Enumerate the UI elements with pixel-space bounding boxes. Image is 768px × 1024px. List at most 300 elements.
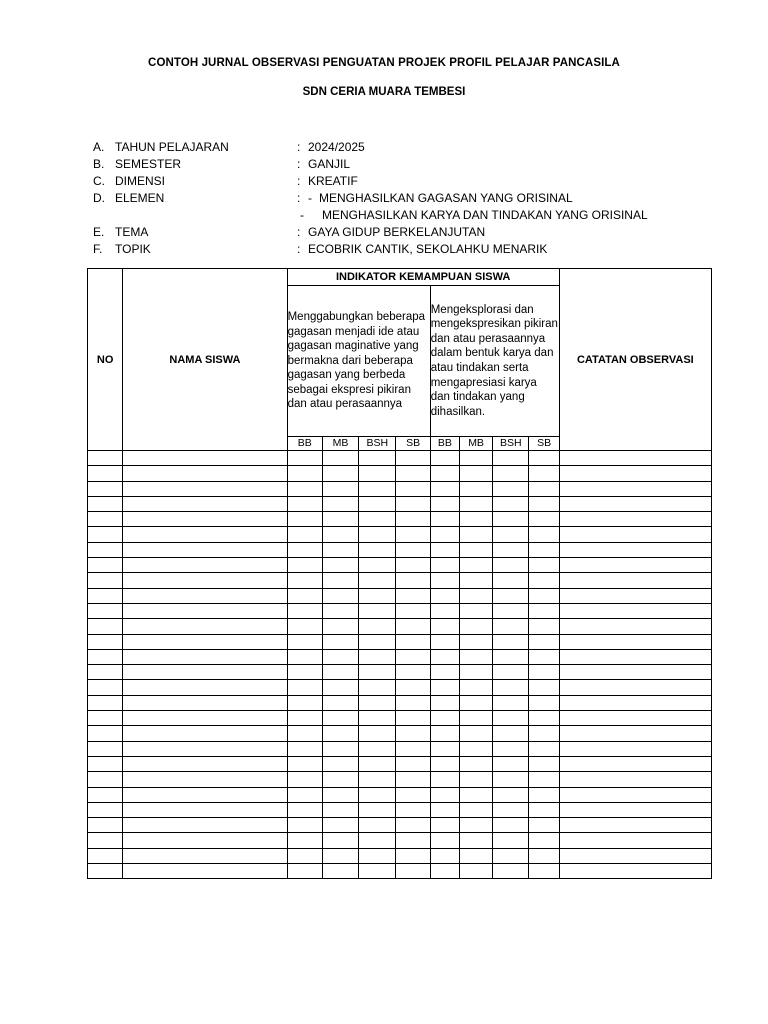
cell-mb-2 bbox=[459, 772, 492, 787]
cell-bsh-1 bbox=[359, 833, 396, 848]
cell-notes bbox=[559, 451, 711, 466]
cell-notes bbox=[559, 558, 711, 573]
info-colon: : bbox=[297, 225, 301, 239]
cell-mb-2 bbox=[459, 848, 492, 863]
cell-mb-2 bbox=[459, 665, 492, 680]
cell-mb-1 bbox=[322, 558, 358, 573]
cell-mb-1 bbox=[322, 711, 358, 726]
info-colon: : bbox=[297, 174, 301, 188]
cell-bsh-1 bbox=[359, 711, 396, 726]
cell-mb-1 bbox=[322, 802, 358, 817]
header-student-name: NAMA SISWA bbox=[123, 269, 287, 451]
table-row bbox=[88, 466, 712, 481]
cell-no bbox=[88, 558, 123, 573]
cell-mb-1 bbox=[322, 741, 358, 756]
cell-no bbox=[88, 573, 123, 588]
cell-notes bbox=[559, 603, 711, 618]
table-row bbox=[88, 634, 712, 649]
cell-student-name bbox=[123, 466, 287, 481]
cell-student-name bbox=[123, 864, 287, 879]
cell-bsh-2 bbox=[493, 588, 529, 603]
info-row-elemen-2 bbox=[93, 207, 733, 224]
cell-bb-1 bbox=[287, 542, 322, 557]
cell-student-name bbox=[123, 619, 287, 634]
cell-sb-1 bbox=[396, 466, 430, 481]
cell-bb-2 bbox=[430, 726, 459, 741]
table-row bbox=[88, 741, 712, 756]
cell-mb-2 bbox=[459, 573, 492, 588]
cell-student-name bbox=[123, 542, 287, 557]
cell-student-name bbox=[123, 496, 287, 511]
info-value: MENGHASILKAN GAGASAN YANG ORISINAL bbox=[319, 191, 573, 205]
cell-notes bbox=[559, 680, 711, 695]
info-dash: - bbox=[300, 208, 304, 222]
cell-bsh-2 bbox=[493, 634, 529, 649]
cell-bb-1 bbox=[287, 451, 322, 466]
cell-bsh-2 bbox=[493, 619, 529, 634]
cell-mb-1 bbox=[322, 649, 358, 664]
cell-bsh-1 bbox=[359, 527, 396, 542]
cell-bb-1 bbox=[287, 481, 322, 496]
table-row bbox=[88, 527, 712, 542]
cell-bsh-1 bbox=[359, 634, 396, 649]
cell-mb-1 bbox=[322, 588, 358, 603]
cell-no bbox=[88, 481, 123, 496]
cell-bb-2 bbox=[430, 833, 459, 848]
cell-mb-2 bbox=[459, 680, 492, 695]
cell-bsh-2 bbox=[493, 802, 529, 817]
cell-notes bbox=[559, 711, 711, 726]
cell-sb-1 bbox=[396, 833, 430, 848]
cell-bb-1 bbox=[287, 864, 322, 879]
cell-bsh-2 bbox=[493, 527, 529, 542]
cell-bsh-1 bbox=[359, 603, 396, 618]
cell-sb-1 bbox=[396, 741, 430, 756]
cell-notes bbox=[559, 726, 711, 741]
info-colon: : bbox=[297, 191, 301, 205]
cell-sb-1 bbox=[396, 726, 430, 741]
cell-notes bbox=[559, 496, 711, 511]
cell-no bbox=[88, 527, 123, 542]
cell-sb-2 bbox=[529, 603, 559, 618]
cell-sb-1 bbox=[396, 695, 430, 710]
cell-bb-1 bbox=[287, 787, 322, 802]
info-value: KREATIF bbox=[308, 174, 358, 188]
cell-notes bbox=[559, 665, 711, 680]
info-letter: B. bbox=[93, 157, 105, 171]
cell-sb-1 bbox=[396, 527, 430, 542]
cell-bb-1 bbox=[287, 573, 322, 588]
cell-no bbox=[88, 649, 123, 664]
cell-bb-1 bbox=[287, 588, 322, 603]
cell-bsh-2 bbox=[493, 741, 529, 756]
observation-table bbox=[87, 268, 712, 879]
cell-no bbox=[88, 711, 123, 726]
cell-bsh-2 bbox=[493, 603, 529, 618]
table-row bbox=[88, 833, 712, 848]
cell-mb-2 bbox=[459, 542, 492, 557]
cell-student-name bbox=[123, 711, 287, 726]
cell-sb-2 bbox=[529, 695, 559, 710]
cell-sb-1 bbox=[396, 496, 430, 511]
cell-mb-2 bbox=[459, 802, 492, 817]
cell-bb-1 bbox=[287, 466, 322, 481]
cell-bsh-2 bbox=[493, 711, 529, 726]
cell-mb-1 bbox=[322, 772, 358, 787]
cell-bb-1 bbox=[287, 756, 322, 771]
cell-notes bbox=[559, 772, 711, 787]
info-letter: F. bbox=[93, 242, 103, 256]
info-value: MENGHASILKAN KARYA DAN TINDAKAN YANG ORISINAL bbox=[322, 208, 648, 222]
table-row bbox=[88, 756, 712, 771]
cell-sb-2 bbox=[529, 772, 559, 787]
cell-bsh-2 bbox=[493, 573, 529, 588]
cell-bb-2 bbox=[430, 741, 459, 756]
cell-no bbox=[88, 833, 123, 848]
cell-notes bbox=[559, 573, 711, 588]
info-value: ECOBRIK CANTIK, SEKOLAHKU MENARIK bbox=[308, 242, 548, 256]
info-label: TAHUN PELAJARAN bbox=[115, 140, 229, 154]
cell-mb-2 bbox=[459, 787, 492, 802]
cell-sb-2 bbox=[529, 680, 559, 695]
cell-sb-1 bbox=[396, 848, 430, 863]
cell-sb-2 bbox=[529, 527, 559, 542]
cell-sb-1 bbox=[396, 756, 430, 771]
cell-notes bbox=[559, 756, 711, 771]
info-row-dimensi bbox=[93, 173, 733, 190]
cell-bsh-2 bbox=[493, 665, 529, 680]
cell-bb-1 bbox=[287, 833, 322, 848]
table-row bbox=[88, 772, 712, 787]
cell-bsh-2 bbox=[493, 481, 529, 496]
cell-student-name bbox=[123, 787, 287, 802]
cell-sb-1 bbox=[396, 802, 430, 817]
cell-bsh-1 bbox=[359, 481, 396, 496]
indicator-description-2: Mengeksplorasi dan mengekspresikan pikiran dan atau perasaannya dalam bentuk karya dan atau tindakan serta mengapresiasi karya dan tindakan yang dihasilkan. bbox=[430, 286, 559, 437]
cell-student-name bbox=[123, 726, 287, 741]
cell-mb-2 bbox=[459, 588, 492, 603]
cell-mb-2 bbox=[459, 818, 492, 833]
cell-bsh-2 bbox=[493, 649, 529, 664]
cell-notes bbox=[559, 649, 711, 664]
cell-bb-2 bbox=[430, 756, 459, 771]
cell-bb-2 bbox=[430, 603, 459, 618]
cell-no bbox=[88, 726, 123, 741]
cell-bb-2 bbox=[430, 451, 459, 466]
cell-sb-1 bbox=[396, 542, 430, 557]
cell-sb-2 bbox=[529, 802, 559, 817]
cell-student-name bbox=[123, 665, 287, 680]
cell-no bbox=[88, 818, 123, 833]
cell-mb-1 bbox=[322, 848, 358, 863]
scale-bb-2: BB bbox=[430, 437, 459, 451]
info-row-elemen bbox=[93, 190, 733, 207]
info-letter: E. bbox=[93, 225, 105, 239]
cell-bb-2 bbox=[430, 848, 459, 863]
cell-sb-1 bbox=[396, 619, 430, 634]
cell-bb-2 bbox=[430, 772, 459, 787]
cell-mb-1 bbox=[322, 603, 358, 618]
header-observation-notes: CATATAN OBSERVASI bbox=[559, 269, 711, 451]
cell-bb-1 bbox=[287, 619, 322, 634]
cell-sb-1 bbox=[396, 711, 430, 726]
cell-bb-2 bbox=[430, 466, 459, 481]
cell-notes bbox=[559, 527, 711, 542]
cell-bsh-2 bbox=[493, 558, 529, 573]
cell-student-name bbox=[123, 818, 287, 833]
cell-bb-2 bbox=[430, 864, 459, 879]
cell-notes bbox=[559, 588, 711, 603]
cell-bsh-1 bbox=[359, 558, 396, 573]
info-letter: A. bbox=[93, 140, 105, 154]
cell-no bbox=[88, 588, 123, 603]
cell-mb-2 bbox=[459, 711, 492, 726]
table-row bbox=[88, 542, 712, 557]
cell-bsh-2 bbox=[493, 542, 529, 557]
cell-bsh-2 bbox=[493, 451, 529, 466]
cell-bsh-2 bbox=[493, 496, 529, 511]
cell-bb-1 bbox=[287, 680, 322, 695]
cell-sb-2 bbox=[529, 741, 559, 756]
cell-bsh-1 bbox=[359, 588, 396, 603]
cell-bb-1 bbox=[287, 558, 322, 573]
cell-sb-2 bbox=[529, 665, 559, 680]
info-row-topik bbox=[93, 241, 733, 258]
table-row bbox=[88, 802, 712, 817]
cell-bb-1 bbox=[287, 711, 322, 726]
cell-mb-1 bbox=[322, 496, 358, 511]
info-colon: : bbox=[297, 157, 301, 171]
cell-bsh-2 bbox=[493, 756, 529, 771]
table-row bbox=[88, 665, 712, 680]
cell-bb-2 bbox=[430, 573, 459, 588]
cell-bsh-1 bbox=[359, 680, 396, 695]
cell-mb-1 bbox=[322, 466, 358, 481]
cell-bb-2 bbox=[430, 558, 459, 573]
info-label: TOPIK bbox=[115, 242, 151, 256]
scale-mb-1: MB bbox=[322, 437, 358, 451]
info-value: 2024/2025 bbox=[308, 140, 365, 154]
cell-student-name bbox=[123, 772, 287, 787]
cell-sb-1 bbox=[396, 481, 430, 496]
cell-no bbox=[88, 741, 123, 756]
cell-sb-1 bbox=[396, 864, 430, 879]
cell-mb-1 bbox=[322, 481, 358, 496]
table-row bbox=[88, 818, 712, 833]
cell-mb-1 bbox=[322, 451, 358, 466]
info-row-tema bbox=[93, 224, 733, 241]
cell-mb-2 bbox=[459, 756, 492, 771]
cell-bb-2 bbox=[430, 787, 459, 802]
cell-sb-1 bbox=[396, 451, 430, 466]
table-row bbox=[88, 558, 712, 573]
scale-mb-2: MB bbox=[459, 437, 492, 451]
cell-bb-2 bbox=[430, 588, 459, 603]
cell-sb-1 bbox=[396, 649, 430, 664]
cell-student-name bbox=[123, 527, 287, 542]
cell-bb-1 bbox=[287, 649, 322, 664]
info-letter: D. bbox=[93, 191, 105, 205]
cell-bb-1 bbox=[287, 726, 322, 741]
cell-bb-1 bbox=[287, 665, 322, 680]
cell-bb-1 bbox=[287, 527, 322, 542]
cell-sb-2 bbox=[529, 634, 559, 649]
cell-student-name bbox=[123, 680, 287, 695]
table-row bbox=[88, 787, 712, 802]
cell-bsh-1 bbox=[359, 818, 396, 833]
cell-no bbox=[88, 466, 123, 481]
page-title: CONTOH JURNAL OBSERVASI PENGUATAN PROJEK PROFIL PELAJAR PANCASILA bbox=[148, 57, 620, 69]
cell-student-name bbox=[123, 603, 287, 618]
cell-bsh-2 bbox=[493, 512, 529, 527]
cell-bsh-1 bbox=[359, 695, 396, 710]
cell-bb-2 bbox=[430, 496, 459, 511]
cell-bsh-1 bbox=[359, 756, 396, 771]
scale-sb-2: SB bbox=[529, 437, 559, 451]
cell-notes bbox=[559, 695, 711, 710]
cell-bsh-1 bbox=[359, 665, 396, 680]
cell-bb-1 bbox=[287, 496, 322, 511]
cell-bsh-1 bbox=[359, 772, 396, 787]
cell-no bbox=[88, 695, 123, 710]
cell-sb-2 bbox=[529, 619, 559, 634]
cell-sb-2 bbox=[529, 756, 559, 771]
table-row bbox=[88, 496, 712, 511]
cell-student-name bbox=[123, 649, 287, 664]
cell-bb-1 bbox=[287, 818, 322, 833]
cell-mb-2 bbox=[459, 481, 492, 496]
info-letter: C. bbox=[93, 174, 105, 188]
cell-bb-1 bbox=[287, 848, 322, 863]
table-row bbox=[88, 726, 712, 741]
cell-bsh-2 bbox=[493, 680, 529, 695]
cell-mb-2 bbox=[459, 695, 492, 710]
cell-sb-2 bbox=[529, 649, 559, 664]
cell-bsh-1 bbox=[359, 512, 396, 527]
cell-no bbox=[88, 542, 123, 557]
cell-no bbox=[88, 680, 123, 695]
cell-mb-1 bbox=[322, 634, 358, 649]
cell-bsh-2 bbox=[493, 772, 529, 787]
table-row bbox=[88, 680, 712, 695]
header-indicator: INDIKATOR KEMAMPUAN SISWA bbox=[287, 269, 559, 286]
cell-bsh-1 bbox=[359, 848, 396, 863]
info-label: ELEMEN bbox=[115, 191, 165, 205]
cell-bsh-1 bbox=[359, 542, 396, 557]
cell-sb-1 bbox=[396, 772, 430, 787]
info-label: SEMESTER bbox=[115, 157, 182, 171]
cell-no bbox=[88, 787, 123, 802]
indicator-description-1: Menggabungkan beberapa gagasan menjadi ide atau gagasan maginative yang bermakna dari beberapa gagasan yang berbeda sebagai ekspresi pikiran dan atau perasaannya bbox=[287, 286, 430, 437]
cell-student-name bbox=[123, 741, 287, 756]
cell-mb-1 bbox=[322, 680, 358, 695]
cell-sb-1 bbox=[396, 787, 430, 802]
cell-sb-2 bbox=[529, 588, 559, 603]
cell-mb-1 bbox=[322, 726, 358, 741]
cell-bb-2 bbox=[430, 711, 459, 726]
cell-sb-2 bbox=[529, 542, 559, 557]
table-row bbox=[88, 451, 712, 466]
cell-sb-2 bbox=[529, 848, 559, 863]
cell-notes bbox=[559, 619, 711, 634]
cell-bb-2 bbox=[430, 619, 459, 634]
cell-no bbox=[88, 665, 123, 680]
cell-mb-1 bbox=[322, 527, 358, 542]
scale-sb-1: SB bbox=[396, 437, 430, 451]
cell-bb-1 bbox=[287, 634, 322, 649]
cell-student-name bbox=[123, 833, 287, 848]
cell-sb-2 bbox=[529, 558, 559, 573]
cell-mb-2 bbox=[459, 603, 492, 618]
cell-student-name bbox=[123, 634, 287, 649]
cell-bsh-1 bbox=[359, 466, 396, 481]
cell-mb-2 bbox=[459, 726, 492, 741]
cell-sb-2 bbox=[529, 573, 559, 588]
cell-mb-2 bbox=[459, 451, 492, 466]
cell-student-name bbox=[123, 588, 287, 603]
info-label: DIMENSI bbox=[115, 174, 166, 188]
cell-sb-1 bbox=[396, 573, 430, 588]
cell-no bbox=[88, 756, 123, 771]
cell-sb-1 bbox=[396, 512, 430, 527]
table-row bbox=[88, 573, 712, 588]
cell-bsh-2 bbox=[493, 726, 529, 741]
cell-notes bbox=[559, 802, 711, 817]
cell-notes bbox=[559, 787, 711, 802]
info-label: TEMA bbox=[115, 225, 149, 239]
cell-sb-2 bbox=[529, 496, 559, 511]
cell-notes bbox=[559, 741, 711, 756]
cell-bsh-2 bbox=[493, 848, 529, 863]
cell-bsh-1 bbox=[359, 802, 396, 817]
cell-mb-1 bbox=[322, 512, 358, 527]
table-row bbox=[88, 848, 712, 863]
table-row bbox=[88, 695, 712, 710]
cell-bb-2 bbox=[430, 818, 459, 833]
cell-no bbox=[88, 619, 123, 634]
info-dash: - bbox=[308, 191, 312, 205]
info-row-tahun bbox=[93, 139, 733, 156]
cell-sb-2 bbox=[529, 726, 559, 741]
cell-student-name bbox=[123, 848, 287, 863]
cell-bb-2 bbox=[430, 802, 459, 817]
cell-bsh-2 bbox=[493, 695, 529, 710]
cell-bb-2 bbox=[430, 680, 459, 695]
cell-no bbox=[88, 864, 123, 879]
cell-bb-2 bbox=[430, 542, 459, 557]
table-row bbox=[88, 603, 712, 618]
cell-bsh-2 bbox=[493, 787, 529, 802]
cell-bb-2 bbox=[430, 665, 459, 680]
cell-sb-2 bbox=[529, 864, 559, 879]
cell-sb-1 bbox=[396, 818, 430, 833]
cell-mb-2 bbox=[459, 496, 492, 511]
cell-notes bbox=[559, 634, 711, 649]
cell-sb-2 bbox=[529, 711, 559, 726]
cell-bb-1 bbox=[287, 772, 322, 787]
cell-no bbox=[88, 451, 123, 466]
cell-student-name bbox=[123, 558, 287, 573]
cell-mb-2 bbox=[459, 741, 492, 756]
cell-bb-1 bbox=[287, 512, 322, 527]
scale-bsh-1: BSH bbox=[359, 437, 396, 451]
cell-mb-1 bbox=[322, 542, 358, 557]
cell-no bbox=[88, 603, 123, 618]
cell-sb-2 bbox=[529, 818, 559, 833]
cell-sb-2 bbox=[529, 451, 559, 466]
cell-bsh-1 bbox=[359, 619, 396, 634]
cell-no bbox=[88, 634, 123, 649]
